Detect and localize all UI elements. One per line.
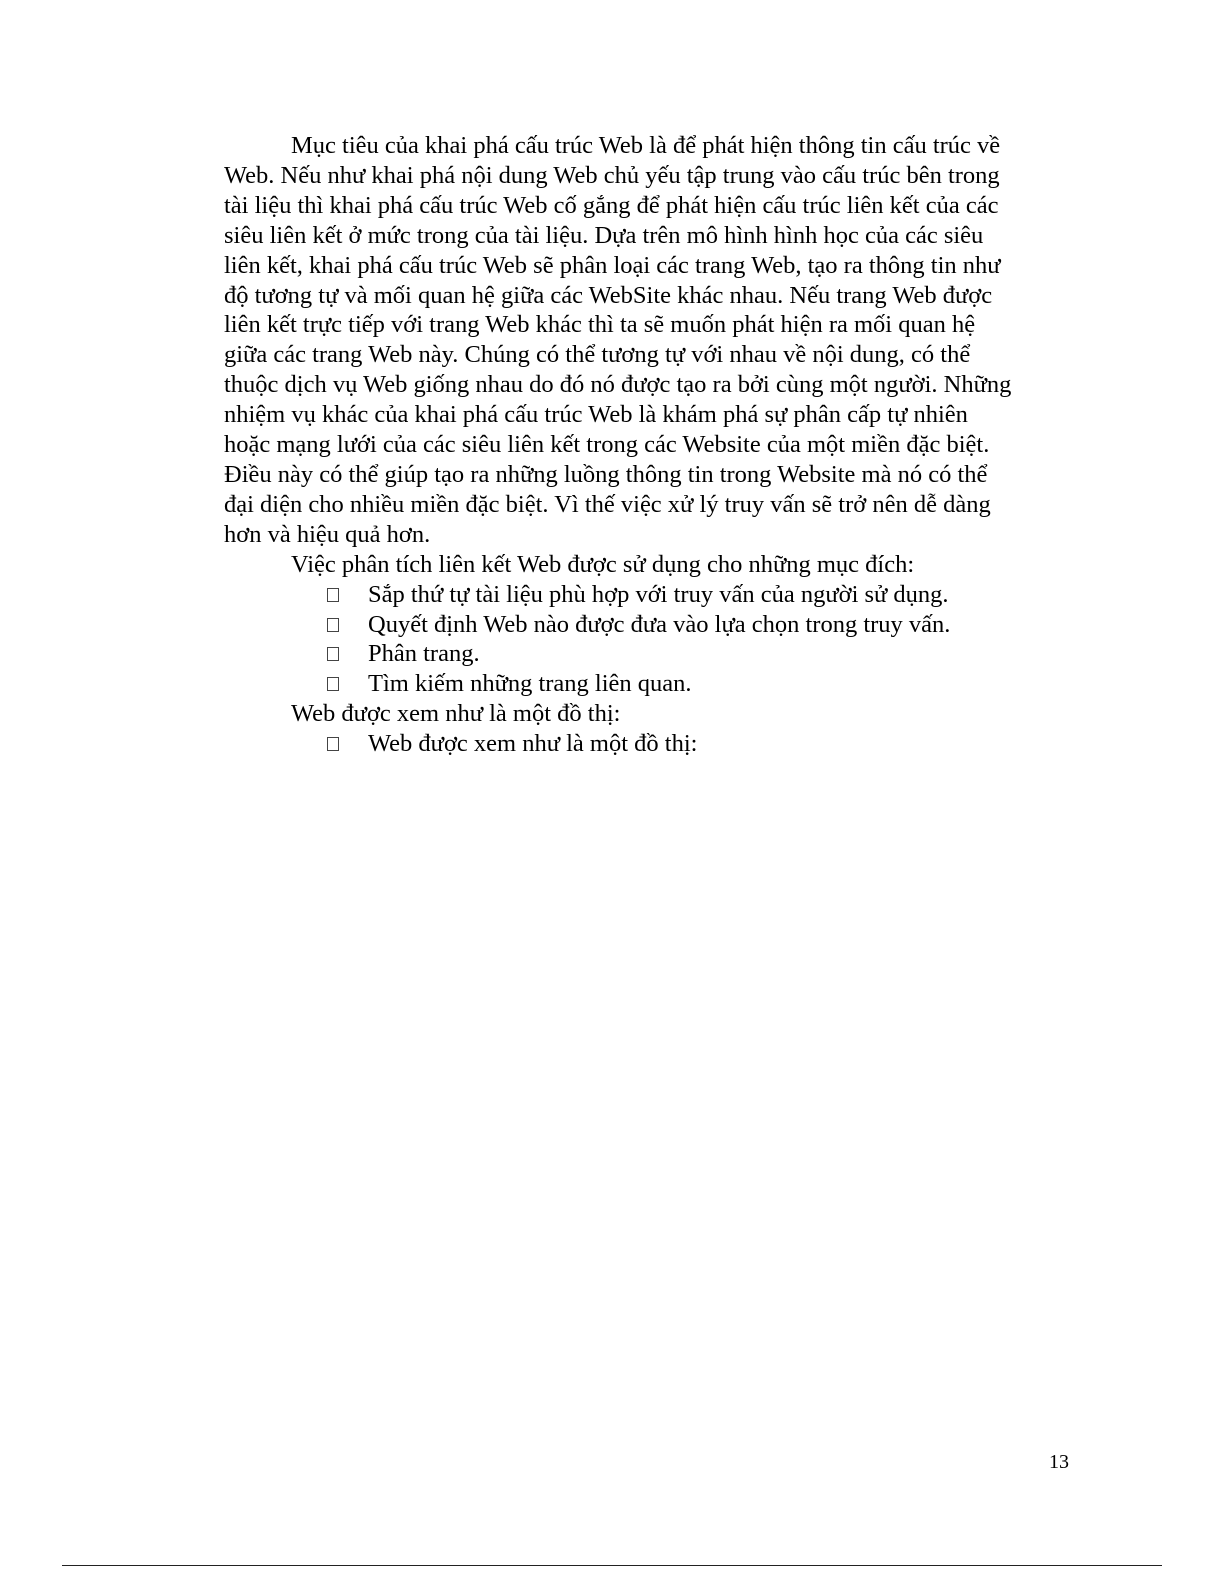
- paragraph-line: giữa các trang Web này. Chúng có thể tương tự với nhau về nội dung, có thể: [224, 341, 971, 369]
- list-item: [224, 669, 1064, 699]
- bullet-list: [224, 729, 1064, 759]
- paragraph-line: Mục tiêu của khai phá cấu trúc Web là để phát hiện thông tin cấu trúc về: [291, 132, 1001, 159]
- paragraph-line: nhiệm vụ khác của khai phá cấu trúc Web là khám phá sự phân cấp tự nhiên: [224, 401, 968, 429]
- paragraph-line: độ tương tự và mối quan hệ giữa các WebSite khác nhau. Nếu trang Web được: [224, 281, 993, 309]
- paragraph-line: hơn và hiệu quả hơn.: [224, 520, 431, 548]
- paragraph-line: hoặc mạng lưới của các siêu liên kết trong các Website của một miền đặc biệt.: [224, 431, 990, 459]
- bullet-list: [224, 580, 1064, 700]
- list-item: [224, 639, 1064, 669]
- section-intro: Web được xem như là một đồ thị:: [291, 700, 621, 728]
- paragraph-line: thuộc dịch vụ Web giống nhau do đó nó được tạo ra bởi cùng một người. Những: [224, 371, 1012, 399]
- paragraph-line: Điều này có thể giúp tạo ra những luồng thông tin trong Website mà nó có thể: [224, 460, 988, 488]
- missing-glyph-box-icon: [327, 588, 339, 602]
- missing-glyph-box-icon: [327, 618, 339, 632]
- list-item: [224, 610, 1064, 640]
- section-web-as-graph: [224, 699, 1064, 759]
- paragraph-line: đại diện cho nhiều miền đặc biệt. Vì thế việc xử lý truy vấn sẽ trở nên dễ dàng: [224, 490, 991, 518]
- missing-glyph-box-icon: [327, 647, 339, 661]
- page-bottom-divider: [62, 1565, 1162, 1566]
- list-item: [224, 729, 1064, 759]
- paragraph-line: tài liệu thì khai phá cấu trúc Web cố gắng để phát hiện cấu trúc liên kết của các: [224, 191, 999, 219]
- section-intro: Việc phân tích liên kết Web được sử dụng cho những mục đích:: [291, 550, 915, 578]
- paragraph-line: siêu liên kết ở mức trong của tài liệu. Dựa trên mô hình hình học của các siêu: [224, 221, 984, 249]
- paragraph-line: Web. Nếu như khai phá nội dung Web chủ yếu tập trung vào cấu trúc bên trong: [224, 161, 1000, 189]
- page-number: 13: [1049, 1451, 1069, 1473]
- list-item-text: Phân trang.: [368, 640, 480, 668]
- list-item-text: Tìm kiếm những trang liên quan.: [368, 670, 692, 698]
- missing-glyph-box-icon: [327, 677, 339, 691]
- paragraph-web-structure-mining: [224, 131, 1064, 550]
- list-item-text: Web được xem như là một đồ thị:: [368, 730, 698, 758]
- list-item-text: Sắp thứ tự tài liệu phù hợp với truy vấn của người sử dụng.: [368, 580, 949, 608]
- missing-glyph-box-icon: [327, 737, 339, 751]
- list-item-text: Quyết định Web nào được đưa vào lựa chọn trong truy vấn.: [368, 610, 951, 638]
- page-body: [224, 131, 1064, 759]
- section-link-analysis: [224, 550, 1064, 700]
- paragraph-line: liên kết trực tiếp với trang Web khác thì ta sẽ muốn phát hiện ra mối quan hệ: [224, 311, 976, 339]
- paragraph-line: liên kết, khai phá cấu trúc Web sẽ phân loại các trang Web, tạo ra thông tin như: [224, 251, 1001, 279]
- list-item: [224, 580, 1064, 610]
